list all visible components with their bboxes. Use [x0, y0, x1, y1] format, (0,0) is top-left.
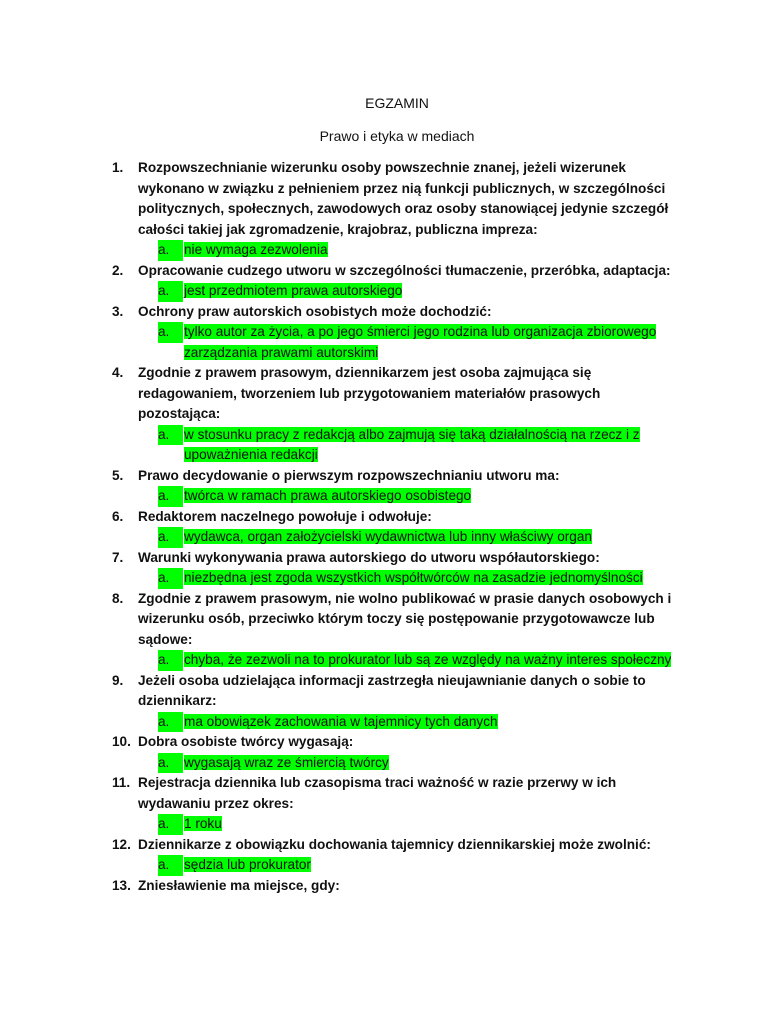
- answer-text-highlighted: twórca w ramach prawa autorskiego osobistego: [184, 488, 472, 503]
- question-text: Zniesławienie ma miejsce, gdy:: [138, 877, 340, 893]
- question-text: Dziennikarze z obowiązku dochowania tajemnicy dziennikarskiej może zwolnić:: [138, 836, 651, 852]
- question-number: 7.: [112, 549, 124, 565]
- answer-item: [158, 527, 672, 548]
- answer-text-highlighted: jest przedmiotem prawa autorskiego: [184, 283, 403, 298]
- answer-text-highlighted: wygasają wraz ze śmiercią twórcy: [184, 754, 389, 770]
- answer-label: a.: [158, 322, 183, 343]
- document-title: EGZAMIN: [365, 95, 429, 111]
- question-item: [112, 732, 672, 753]
- question-number: 11.: [112, 775, 131, 790]
- answer-label: a.: [158, 814, 183, 835]
- question-item: [112, 835, 672, 856]
- answer-text-highlighted: w stosunku pracy z redakcją albo zajmują się taką działalnością na rzecz i z upoważnienia redakcji: [184, 426, 640, 462]
- question-number: 10.: [112, 734, 131, 749]
- question-item: [112, 363, 672, 425]
- question-number: 9.: [112, 672, 124, 688]
- question-number: 2.: [112, 262, 124, 278]
- question-list: [112, 158, 672, 896]
- answer-label: a.: [158, 855, 183, 876]
- answer-label: a.: [158, 650, 183, 671]
- question-text: Prawo decydowanie o pierwszym rozpowszechnianiu utworu ma:: [138, 467, 560, 483]
- question-item: [112, 507, 672, 528]
- question-item: [112, 548, 672, 569]
- question-number: 6.: [112, 508, 124, 524]
- answer-item: [158, 855, 672, 876]
- question-item: [112, 589, 672, 651]
- answer-label: a.: [158, 425, 183, 446]
- answer-item: [158, 712, 672, 733]
- question-number: 5.: [112, 467, 124, 483]
- question-text: Ochrony praw autorskich osobistych może dochodzić:: [138, 303, 492, 319]
- answer-text-highlighted: wydawca, organ założycielski wydawnictwa lub inny właściwy organ: [184, 529, 592, 544]
- answer-label: a.: [158, 753, 183, 774]
- answer-label: a.: [158, 486, 183, 507]
- answer-item: [158, 568, 672, 589]
- answer-text-highlighted: niezbędna jest zgoda wszystkich współtwórców na zasadzie jednomyślności: [184, 570, 643, 585]
- question-number: 13.: [112, 877, 131, 893]
- question-text: Warunki wykonywania prawa autorskiego do utworu współautorskiego:: [138, 549, 600, 565]
- answer-item: [158, 281, 672, 302]
- answer-text-highlighted: chyba, że zezwoli na to prokurator lub są ze względy na ważny interes społeczny: [184, 652, 672, 667]
- answer-text-highlighted: ma obowiązek zachowania w tajemnicy tych danych: [184, 713, 498, 729]
- question-number: 8.: [112, 590, 124, 606]
- answer-text-highlighted: nie wymaga zezwolenia: [184, 242, 328, 257]
- answer-label: a.: [158, 568, 183, 589]
- answer-text-highlighted: sędzia lub prokurator: [184, 857, 311, 872]
- question-number: 12.: [112, 836, 131, 852]
- question-text: Jeżeli osoba udzielająca informacji zastrzegła nieujawnianie danych o sobie to dziennikarz:: [138, 672, 646, 708]
- question-item: [112, 773, 672, 814]
- question-item: [112, 302, 672, 323]
- question-text: Rozpowszechnianie wizerunku osoby powszechnie znanej, jeżeli wizerunek wykonano w związku z pełnieniem przez nią funkcji publicznych, w szczególności politycznych, społecznych, zawodowych oraz osoby stanowiącej jedynie szczegół całości takiej jak zgromadzenie, krajobraz, publiczna impreza:: [138, 160, 669, 237]
- answer-item: [158, 486, 672, 507]
- question-number: 1.: [112, 160, 124, 175]
- answer-label: a.: [158, 527, 183, 548]
- question-text: Zgodnie z prawem prasowym, nie wolno publikować w prasie danych osobowych i wizerunku osób, przeciwko którym toczy się postępowanie przygotowawcze lub sądowe:: [138, 590, 672, 647]
- question-item: [112, 466, 672, 487]
- question-number: 3.: [112, 303, 124, 319]
- answer-item: [158, 753, 672, 774]
- question-item: [112, 876, 672, 897]
- answer-item: [158, 425, 672, 466]
- question-item: [112, 261, 672, 282]
- question-text: Zgodnie z prawem prasowym, dziennikarzem jest osoba zajmująca się redagowaniem, tworzeniem lub przygotowaniem materiałów prasowych pozostająca:: [138, 365, 601, 421]
- answer-label: a.: [158, 240, 183, 261]
- answer-text-highlighted: tylko autor za życia, a po jego śmierci jego rodzina lub organizacja zbiorowego zarządzania prawami autorskimi: [184, 324, 657, 360]
- answer-item: [158, 240, 672, 261]
- question-text: Opracowanie cudzego utworu w szczególności tłumaczenie, przeróbka, adaptacja:: [138, 262, 671, 278]
- question-item: [112, 158, 672, 240]
- answer-text-highlighted: 1 roku: [184, 816, 222, 831]
- answer-item: [158, 650, 672, 671]
- question-number: 4.: [112, 365, 124, 380]
- question-item: [112, 671, 672, 712]
- question-text: Dobra osobiste twórcy wygasają:: [138, 734, 354, 749]
- answer-item: [158, 322, 672, 363]
- answer-label: a.: [158, 712, 183, 733]
- answer-item: [158, 814, 672, 835]
- document-subtitle: Prawo i etyka w mediach: [319, 128, 475, 144]
- answer-label: a.: [158, 281, 183, 302]
- question-text: Rejestracja dziennika lub czasopisma traci ważność w razie przerwy w ich wydawaniu przez okres:: [138, 775, 617, 811]
- question-text: Redaktorem naczelnego powołuje i odwołuje:: [138, 508, 432, 524]
